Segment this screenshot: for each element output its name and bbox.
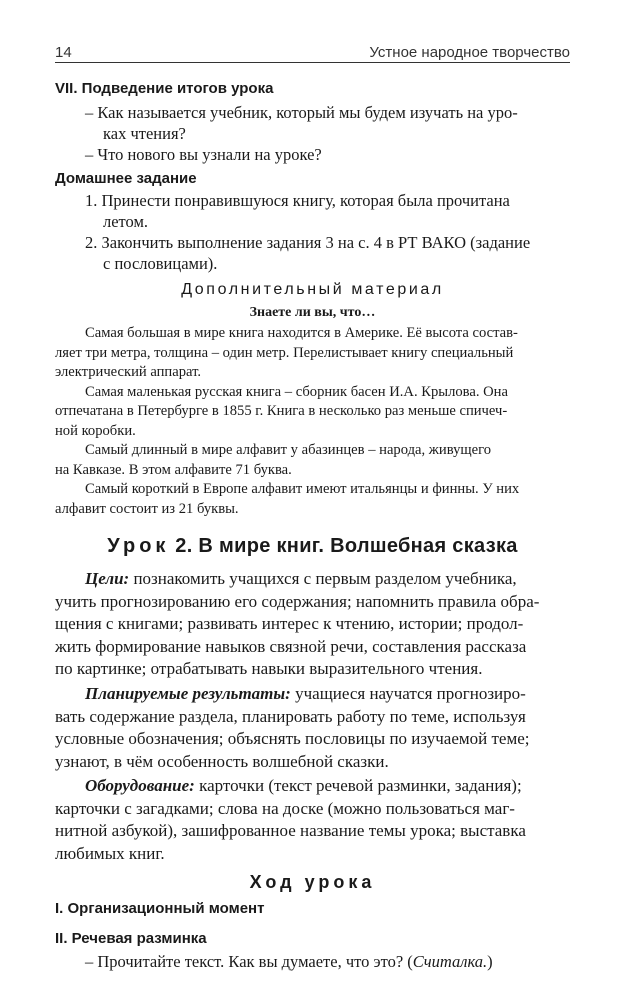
homework-item-1: 1. Принести понравившуюся книгу, которая была прочитана <box>85 191 510 210</box>
homework-item-1-cont: летом. <box>103 212 149 231</box>
results-line4: узнают, в чём особенность волшебной сказки. <box>55 751 389 771</box>
extra-p3-line1: Самый длинный в мире алфавит у абазинцев – народа, живущего <box>85 442 492 458</box>
homework-item-2-cont: с пословицами). <box>103 254 218 273</box>
book-page <box>55 0 570 1000</box>
page-number: 14 <box>55 44 72 61</box>
extra-p4-line1: Самый короткий в Европе алфавит имеют итальянцы и финны. У них <box>85 481 520 497</box>
extra-material-heading: Дополнительный материал <box>181 281 444 298</box>
results-line3: условные обозначения; объяснять пословицы по изучаемой теме; <box>55 729 530 748</box>
goals-line3: щения с книгами; развивать интерес к чтению, истории; продол- <box>55 614 524 633</box>
results-label: Планируемые результаты: <box>85 684 291 703</box>
section-organizational: I. Организационный момент <box>55 900 265 917</box>
summary-question-1: – Как называется учебник, который мы будем изучать на уро- <box>85 103 518 122</box>
homework-item-2: 2. Закончить выполнение задания 3 на с. 4 в РТ ВАКО (задание <box>85 233 531 252</box>
goals-line2: учить прогнозированию его содержания; напомнить правила обра- <box>55 591 540 611</box>
extra-p2-line1: Самая маленькая русская книга – сборник басен И.А. Крылова. Она <box>85 383 508 400</box>
extra-p4-line2: алфавит состоит из 21 буквы. <box>55 500 239 517</box>
page-header <box>55 36 570 63</box>
extra-p2-line3: ной коробки. <box>55 422 136 439</box>
course-heading: Ход урока <box>249 872 376 892</box>
equipment-label: Оборудование: <box>85 776 195 795</box>
warmup-question: – Прочитайте текст. Как вы думаете, что это? (Считалка.) <box>85 952 493 971</box>
lesson-title-word: Урок <box>107 535 170 557</box>
lesson-title-rest: 2. В мире книг. Волшебная сказка <box>169 535 518 557</box>
equipment-line4: любимых книг. <box>55 843 165 863</box>
extra-p1-line2: ляет три метра, толщина – один метр. Перелистывает книгу специальный <box>55 344 514 361</box>
goals-line5: по картинке; отрабатывать навыки выразительного чтения. <box>55 659 483 678</box>
goals-label: Цели: <box>85 569 130 588</box>
summary-question-1-cont: ках чтения? <box>103 124 186 143</box>
equipment-line2: карточки с загадками; слова на доске (можно пользоваться маг- <box>55 798 515 818</box>
extra-p2-line2: отпечатана в Петербурге в 1855 г. Книга в несколько раз меньше спичеч- <box>55 403 508 419</box>
extra-p1-line3: электрический аппарат. <box>55 364 202 380</box>
results-line1: Планируемые результаты: учащиеся научатся прогнозиро- <box>85 684 526 703</box>
equipment-line1: Оборудование: карточки (текст речевой разминки, задания); <box>85 776 522 795</box>
summary-question-2: – Что нового вы узнали на уроке? <box>85 145 322 164</box>
section-speech-warmup: II. Речевая разминка <box>55 930 207 947</box>
homework-heading: Домашнее задание <box>55 170 197 187</box>
running-title: Устное народное творчество <box>369 44 570 61</box>
equipment-line3: нитной азбукой), зашифрованное название темы урока; выставка <box>55 821 526 840</box>
goals-line4: жить формирование навыков связной речи, составления рассказа <box>55 636 527 656</box>
extra-p3-line2: на Кавказе. В этом алфавите 71 буква. <box>55 461 292 478</box>
summary-heading: VII. Подведение итогов урока <box>55 80 274 97</box>
extra-material-subheading: Знаете ли вы, что… <box>249 305 376 320</box>
extra-p1-line1: Самая большая в мире книга находится в Америке. Её высота состав- <box>85 325 518 341</box>
lesson-title <box>55 535 570 558</box>
results-line2: вать содержание раздела, планировать работу по теме, используя <box>55 706 526 726</box>
goals-line1: Цели: познакомить учащихся с первым разделом учебника, <box>85 569 517 588</box>
